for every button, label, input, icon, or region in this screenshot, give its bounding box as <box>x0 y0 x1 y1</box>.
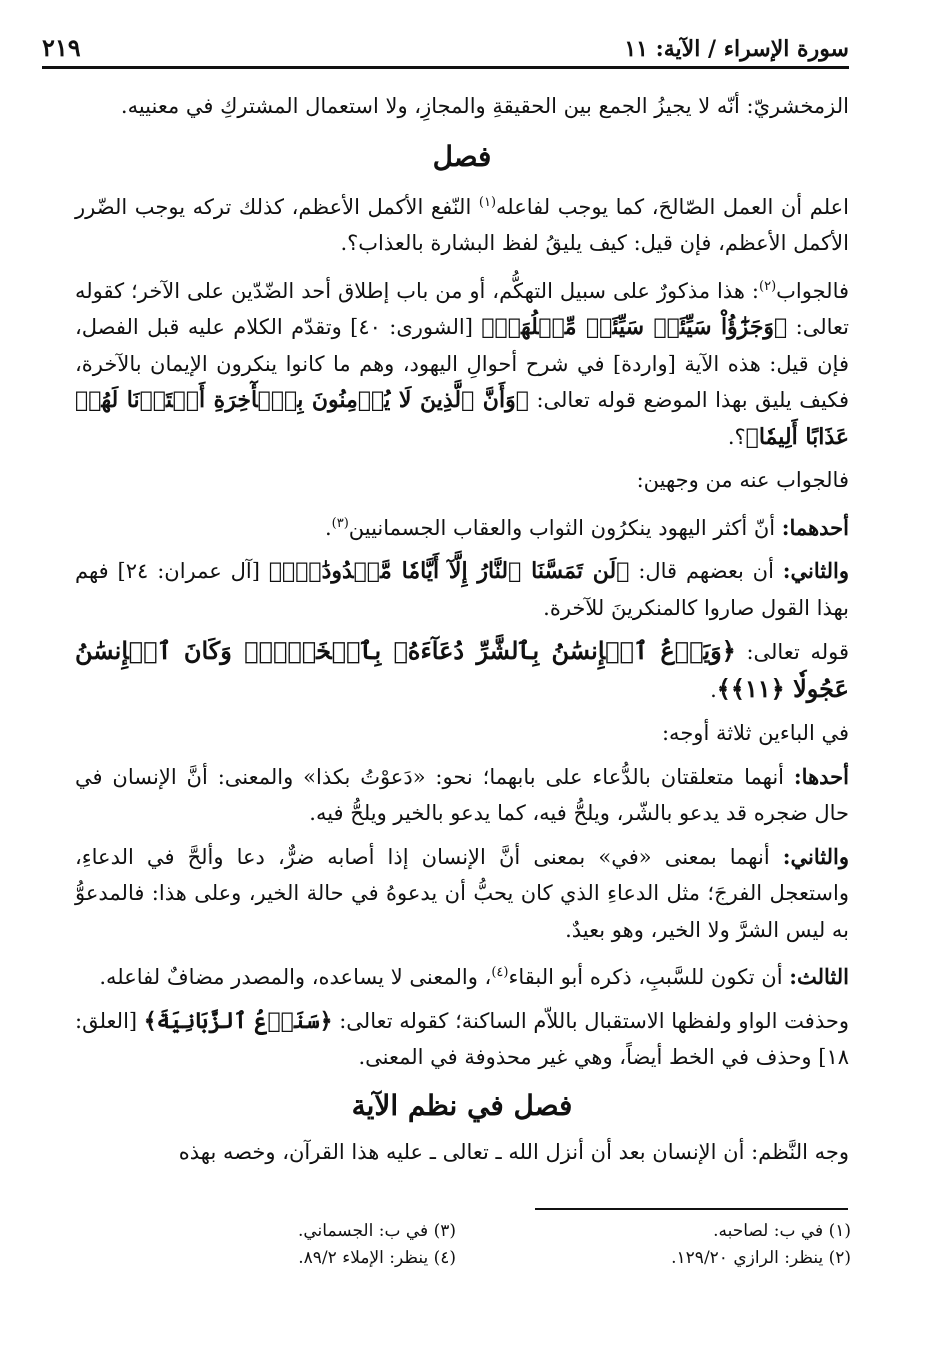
footnote-ref-3[interactable]: (٣) <box>331 515 349 531</box>
paragraph-answer <box>75 269 849 456</box>
quran-quote: ﴿لَن تَمَسَّنَا ٱلنَّارُ إِلَّآ أَيَّامٗا مَّعۡدُودَٰتٖۚ﴾ <box>268 558 630 584</box>
paragraph-text: . <box>710 677 717 702</box>
label-aspect-two: والثاني: <box>782 843 849 869</box>
section-heading-fasl: فصل <box>432 139 492 173</box>
footnote-ref-1[interactable]: (١) <box>478 194 497 210</box>
paragraph-two-ways: فالجواب عنه من وجهين: <box>636 468 849 492</box>
paragraph-aspect-three <box>75 955 849 996</box>
paragraph-aspect-two <box>75 839 849 949</box>
section-heading-nazm: فصل في نظم الآية <box>351 1088 573 1122</box>
paragraph-text: [آل عمران: ٢٤] فهم بهذا القول صاروا كالمنكرينَ للآخرة. <box>75 559 849 620</box>
paragraph-text: فالجواب <box>776 278 849 303</box>
quran-quote: ﴿وَأَنَّ ٱلَّذِينَ لَا يُؤۡمِنُونَ بِٱلۡأٓخِرَةِ أَعۡتَدۡنَا لَهُمۡ عَذَابًا أَلِيمٗا﴾ <box>75 387 849 450</box>
footnote-4: (٤) ينظر: الإملاء ٨٩/٢. <box>298 1248 456 1268</box>
paragraph-text: أن بعضهم قال: <box>629 559 783 583</box>
label-aspect-three: الثالث: <box>789 964 849 989</box>
paragraph-text: أنّ أكثر اليهود ينكرُون الثواب والعقاب الجسمانيين <box>348 515 782 540</box>
footnote-2: (٢) ينظر: الرازي ١٢٩/٢٠. <box>671 1248 851 1268</box>
paragraph-verse-11 <box>75 633 849 708</box>
paragraph-nazm: وجه النَّظم: أن الإنسان بعد أن أنزل الله ـ تعالى ـ عليه هذا القرآن، وخصه بهذه <box>178 1139 849 1164</box>
paragraph-text: : هذا مذكورٌ على سبيل التهكُّم، أو من باب إطلاق أحد الضّدّين على الآخر؛ كقوله تعالى: <box>75 278 850 339</box>
footnote-1: (١) في ب: لصاحبه. <box>713 1221 851 1241</box>
paragraph-zamakhshari: الزمخشريّ: أنّه لا يجيزُ الجمع بين الحقيقةِ والمجازِ، ولا استعمال المشتركِ في معنييه. <box>120 94 849 118</box>
label-aspect-one: أحدها: <box>793 763 849 789</box>
main-text <box>75 88 849 1177</box>
paragraph-text: اعلم أن العمل الصّالحَ، كما يوجب لفاعله <box>496 194 850 219</box>
paragraph-text: [العلق: ١٨] وحذف في الخط أيضاً، وهي غير محذوفة في المعنى. <box>75 1008 849 1069</box>
paragraph-three-aspects: في الباءين ثلاثة أوجه: <box>661 721 849 745</box>
paragraph-aspect-one <box>75 759 849 832</box>
quran-quote: ﴿وَجَزَٰٓؤُاْ سَيِّئَةٖ سَيِّئَةٞ مِّثۡلُهَاۖ﴾ <box>481 314 788 340</box>
paragraph-second-way <box>75 553 849 626</box>
paragraph-text: أنهما متعلقتان بالدُّعاء على بابهما؛ نحو: «دَعوْتُ بكذا» والمعنى: أنَّ الإنسان في حال ضجره قد يدعو بالشّر، ويلحُّ فيه، كما يدعو بالخير ويلحُّ فيه. <box>75 764 849 825</box>
paragraph-text: ؟. <box>727 424 746 449</box>
footnote-3: (٣) في ب: الجسماني. <box>297 1221 456 1241</box>
label-second: والثاني: <box>782 558 850 583</box>
page-number: ٢١٩ <box>42 33 81 62</box>
footnote-ref-2[interactable]: (٢) <box>759 278 777 294</box>
paragraph-text: . <box>324 515 332 540</box>
paragraph-text: وحذفت الواو ولفظها الاستقبال باللاّم الساكنة؛ كقوله تعالى: <box>332 1008 849 1033</box>
paragraph-first-way <box>75 506 849 547</box>
footnote-divider <box>535 1208 848 1210</box>
paragraph-good-deeds <box>75 185 849 262</box>
paragraph-text: [الشورى: ٤٠] وتقدّم الكلام عليه قبل الفصل، فإن قيل: هذه الآية [واردة] في شرح أحوالِ اليهود، وهم ما كانوا ينكرون الإيمان بالآخرة، فكيف يليق بهذا الموضع قوله تعالى: <box>75 315 849 412</box>
paragraph-text: ، والمعنى لا يساعده، والمصدر مضافٌ لفاعله. <box>99 965 492 989</box>
paragraph-waw-deletion <box>75 1003 849 1076</box>
running-header <box>42 28 849 69</box>
header-surah-title: سورة الإسراء / الآية: ١١ <box>624 36 849 62</box>
quran-quote: ﴿سَنَدۡعُ ٱلزَّبَانِيَةَ﴾ <box>143 1007 333 1034</box>
paragraph-text: أنهما بمعنى «في» بمعنى أنَّ الإنسان إذا أصابه ضرٌّ، دعا وألحَّ في الدعاءِ، واستعجل الفرجَ؛ مثل الدعاءِ الذي كان يحبُّ أن يدعوهُ في حالة الخير، وعلى هذا: فالمدعوُّ به ليس الشرَّ ولا الخير، وهو بعيدٌ. <box>75 844 849 942</box>
paragraph-text: النّفع الأكمل الأعظم، كذلك تركه يوجب الضّرر الأكمل الأعظم، فإن قيل: كيف يليقُ لفظ البشارة بالعذاب؟. <box>75 194 849 255</box>
quran-verse: ﴿وَيَدۡعُ ٱلۡإِنسَٰنُ بِٱلشَّرِّ دُعَآءَهُۥ بِٱلۡخَيۡرِۖ وَكَانَ ٱلۡإِنسَٰنُ عَجُولٗا ﴿١١﴾﴾ <box>75 636 849 703</box>
footnote-ref-4[interactable]: (٤) <box>491 965 509 980</box>
label-first: أحدهما: <box>781 514 849 540</box>
paragraph-text: أن تكون للسَّببِ، ذكره أبو البقاء <box>508 965 790 989</box>
paragraph-text: قوله تعالى: <box>735 640 849 664</box>
